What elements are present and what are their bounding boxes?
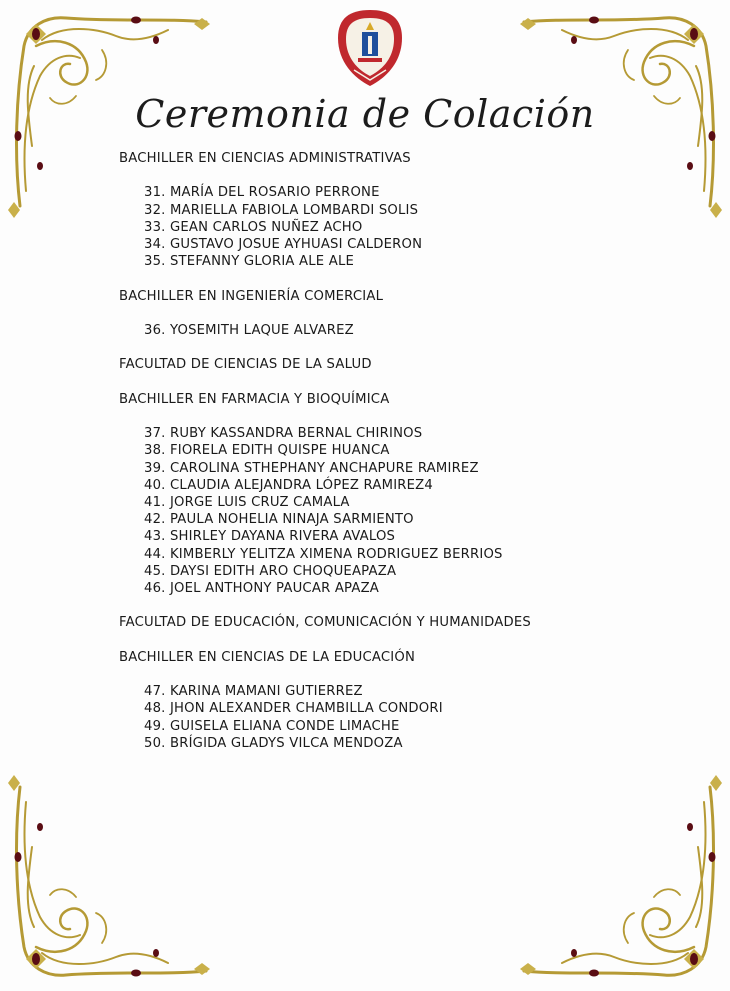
list-item: 49. GUISELA ELIANA CONDE LIMACHE bbox=[144, 718, 400, 734]
graduate-list bbox=[119, 683, 699, 752]
spacer bbox=[119, 374, 699, 391]
spacer bbox=[119, 270, 699, 287]
graduates-list bbox=[119, 150, 699, 752]
list-item: 43. SHIRLEY DAYANA RIVERA AVALOS bbox=[144, 529, 396, 545]
list-item: 39. CAROLINA STHEPHANY ANCHAPURE RAMIREZ bbox=[144, 460, 479, 476]
spacer bbox=[119, 408, 699, 425]
ornament-corner-bottom-right bbox=[514, 772, 724, 987]
list-item: 44. KIMBERLY YELITZA XIMENA RODRIGUEZ BERRIOS bbox=[144, 546, 503, 562]
graduate-list bbox=[119, 322, 699, 339]
list-item: 35. STEFANNY GLORIA ALE ALE bbox=[144, 254, 355, 270]
graduate-list bbox=[119, 425, 699, 597]
spacer bbox=[119, 632, 699, 649]
section-heading: BACHILLER EN CIENCIAS ADMINISTRATIVAS bbox=[119, 151, 411, 166]
spacer bbox=[119, 167, 699, 184]
list-item: 47. KARINA MAMANI GUTIERREZ bbox=[144, 684, 363, 700]
ornament-corner-bottom-left bbox=[6, 772, 216, 987]
spacer bbox=[119, 666, 699, 683]
list-item: 41. JORGE LUIS CRUZ CAMALA bbox=[144, 494, 350, 510]
list-item: 36. YOSEMITH LAQUE ALVAREZ bbox=[144, 322, 354, 338]
section-heading: BACHILLER EN INGENIERÍA COMERCIAL bbox=[119, 288, 384, 304]
list-item: 38. FIORELA EDITH QUISPE HUANCA bbox=[144, 443, 390, 459]
spacer bbox=[119, 339, 699, 356]
list-item: 33. GEAN CARLOS NUÑEZ ACHO bbox=[144, 219, 363, 235]
list-item: 32. MARIELLA FABIOLA LOMBARDI SOLIS bbox=[144, 202, 419, 218]
list-item: 40. CLAUDIA ALEJANDRA LÓPEZ RAMIREZ4 bbox=[144, 477, 433, 493]
section-heading: BACHILLER EN CIENCIAS DE LA EDUCACIÓN bbox=[119, 649, 416, 665]
spacer bbox=[119, 305, 699, 322]
list-item: 45. DAYSI EDITH ARO CHOQUEAPAZA bbox=[144, 563, 397, 579]
university-seal-logo bbox=[336, 8, 404, 88]
list-item: 34. GUSTAVO JOSUE AYHUASI CALDERON bbox=[144, 237, 423, 252]
section-heading: FACULTAD DE CIENCIAS DE LA SALUD bbox=[119, 357, 372, 373]
section-heading: BACHILLER EN FARMACIA Y BIOQUÍMICA bbox=[119, 391, 390, 407]
list-item: 50. BRÍGIDA GLADYS VILCA MENDOZA bbox=[144, 735, 403, 751]
list-item: 48. JHON ALEXANDER CHAMBILLA CONDORI bbox=[144, 701, 443, 717]
list-item: 42. PAULA NOHELIA NINAJA SARMIENTO bbox=[144, 512, 414, 528]
list-item: 31. MARÍA DEL ROSARIO PERRONE bbox=[144, 185, 380, 201]
university-seal-icon bbox=[336, 8, 404, 88]
ornament-corner-icon bbox=[514, 772, 724, 987]
list-item: 37. RUBY KASSANDRA BERNAL CHIRINOS bbox=[144, 426, 423, 442]
list-item: 46. JOEL ANTHONY PAUCAR APAZA bbox=[144, 580, 380, 596]
page-title: Ceremonia de Colación bbox=[135, 92, 595, 136]
graduate-list bbox=[119, 184, 699, 270]
section-heading: FACULTAD DE EDUCACIÓN, COMUNICACIÓN Y HUMANIDADES bbox=[119, 615, 531, 631]
ornament-corner-icon bbox=[6, 772, 216, 987]
spacer bbox=[119, 597, 699, 614]
